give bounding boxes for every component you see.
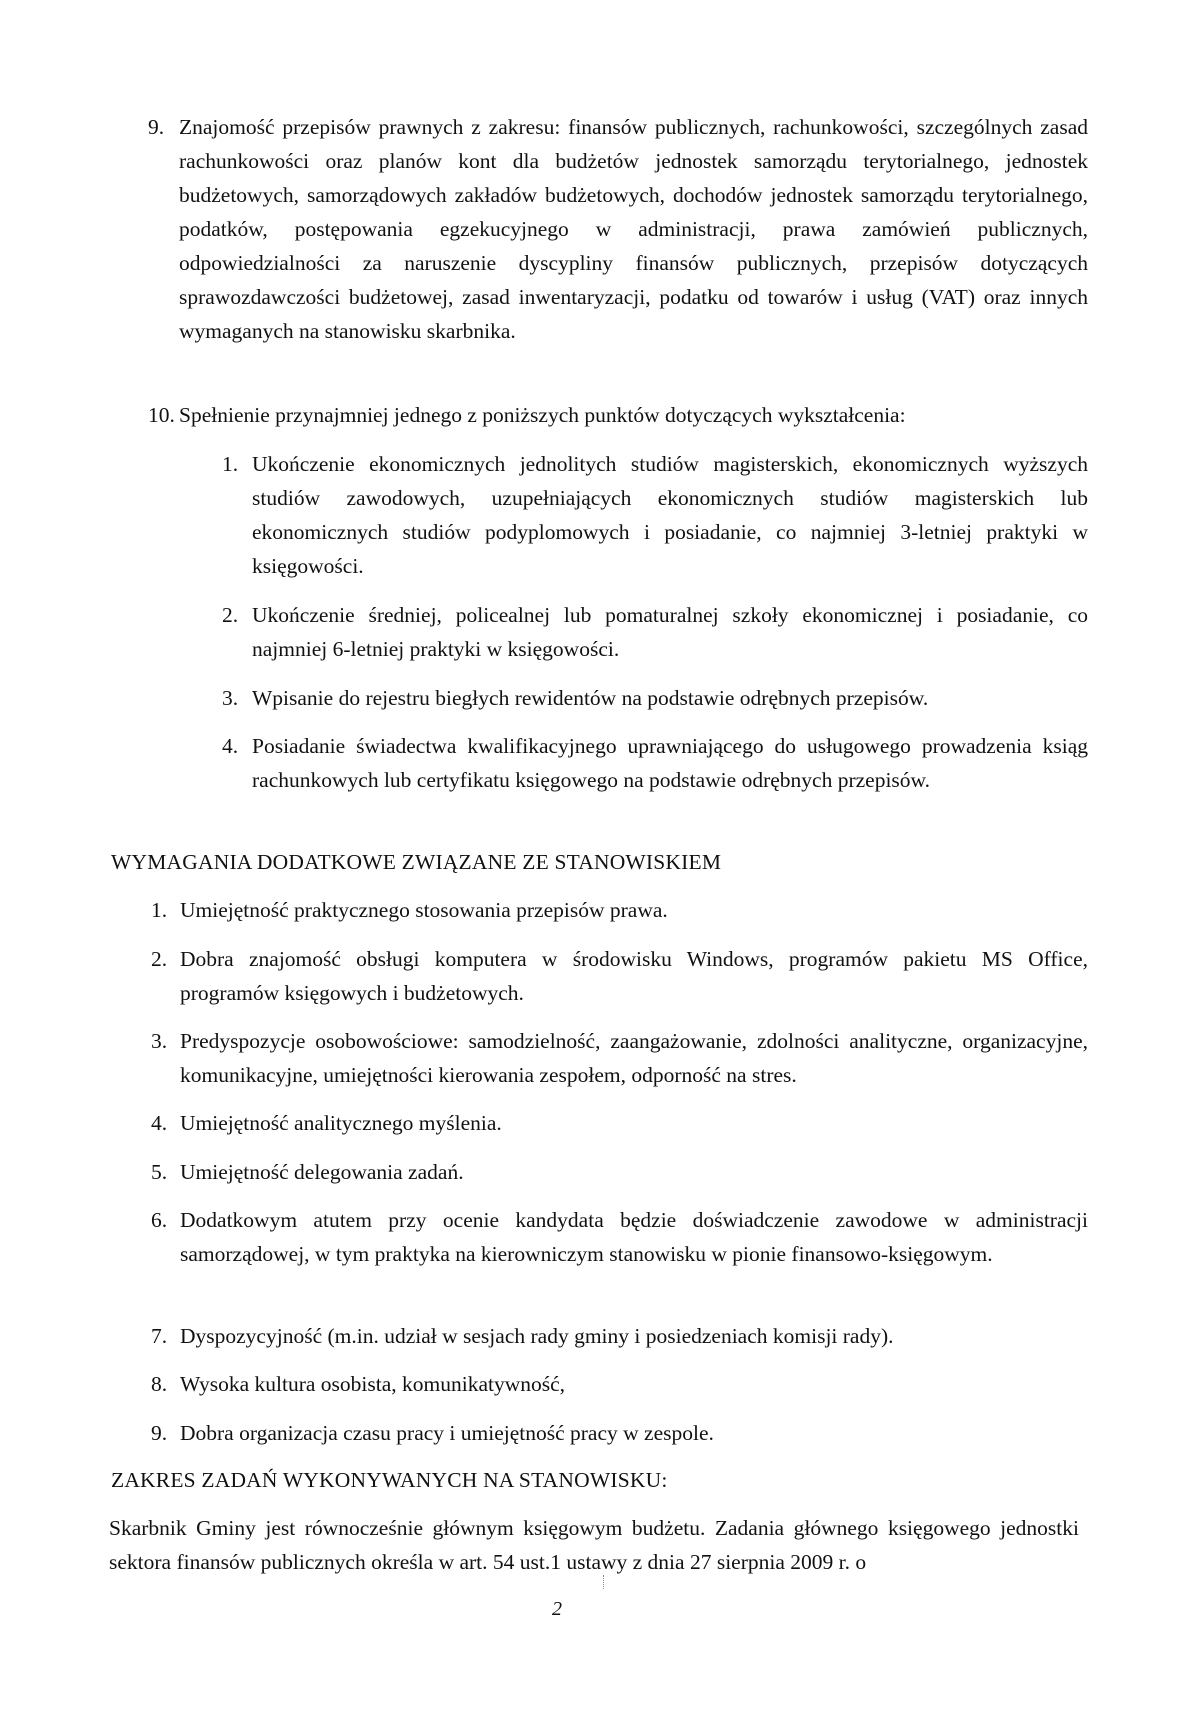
page-number: 2 — [552, 1598, 562, 1620]
requirement-item-4 — [151, 1106, 1088, 1140]
requirement-item-text: Wysoka kultura osobista, komunikatywność, — [180, 1372, 566, 1396]
sub-list-item-text: Ukończenie średniej, policealnej lub pomaturalnej szkoły ekonomicznej i posiadanie, co najmniej 6-letniej praktyki w księgowości. — [252, 603, 1088, 661]
requirement-item-8 — [151, 1367, 1088, 1401]
requirement-item-number: 7. — [151, 1324, 168, 1348]
sub-list-item-text: Posiadanie świadectwa kwalifikacyjnego uprawniającego do usługowego prowadzenia ksiąg rachunkowych lub certyfikatu księgowego na podstawie odrębnych przepisów. — [252, 734, 1088, 792]
list-item-9 — [148, 110, 1088, 348]
requirement-item-1 — [151, 893, 1088, 927]
section-heading-additional-requirements: WYMAGANIA DODATKOWE ZWIĄZANE ZE STANOWISKIEM — [111, 850, 722, 874]
requirement-item-text: Umiejętność delegowania zadań. — [180, 1160, 464, 1184]
sub-list-item-1 — [222, 447, 1088, 583]
list-item-10 — [148, 398, 1088, 432]
requirement-item-text: Dobra znajomość obsługi komputera w środowisku Windows, programów pakietu MS Office, programów księgowych i budżetowych. — [180, 947, 1088, 1005]
task-scope-paragraph: Skarbnik Gminy jest równocześnie głównym księgowym budżetu. Zadania głównego księgowego jednostki sektora finansów publicznych określa w art. 54 ust.1 ustawy z dnia 27 sierpnia 2009 r. o — [109, 1516, 1079, 1574]
requirement-item-number: 8. — [151, 1372, 168, 1396]
requirement-item-text: Dyspozycyjność (m.in. udział w sesjach rady gminy i posiedzeniach komisji rady). — [180, 1324, 894, 1348]
requirement-item-number: 3. — [151, 1029, 168, 1053]
requirement-item-number: 2. — [151, 947, 168, 971]
requirement-item-5 — [151, 1155, 1088, 1189]
scan-mark — [603, 1575, 606, 1589]
list-item-number: 9. — [148, 115, 165, 139]
sub-list-item-number: 1. — [222, 452, 239, 476]
list-item-text: Znajomość przepisów prawnych z zakresu: finansów publicznych, rachunkowości, szczególnych zasad rachunkowości oraz planów kont dla budżetów jednostek samorządu terytorialnego, jednostek budżetowych, samorządowych zakładów budżetowych, dochodów jednostek samorządu terytorialnego, podatków, postępowania egzekucyjnego w administracji, prawa zamówień publicznych, odpowiedzialności za naruszenie dyscypliny finansów publicznych, przepisów dotyczących sprawozdawczości budżetowej, zasad inwentaryzacji, podatku od towarów i usług (VAT) oraz innych wymaganych na stanowisku skarbnika. — [179, 115, 1088, 343]
sub-list-item-3 — [222, 681, 1088, 715]
requirement-item-number: 9. — [151, 1421, 168, 1445]
list-item-text: Spełnienie przynajmniej jednego z poniższych punktów dotyczących wykształcenia: — [179, 403, 906, 427]
requirement-item-text: Dobra organizacja czasu pracy i umiejętność pracy w zespole. — [180, 1421, 714, 1445]
requirement-item-7 — [151, 1319, 1088, 1353]
requirement-item-number: 4. — [151, 1111, 168, 1135]
requirement-item-6 — [151, 1203, 1088, 1271]
requirement-item-text: Dodatkowym atutem przy ocenie kandydata będzie doświadczenie zawodowe w administracji samorządowej, w tym praktyka na kierowniczym stanowisku w pionie finansowo-księgowym. — [180, 1208, 1088, 1266]
sub-list-item-number: 2. — [222, 603, 239, 627]
section-heading-task-scope: ZAKRES ZADAŃ WYKONYWANYCH NA STANOWISKU: — [111, 1468, 668, 1492]
list-item-number: 10. — [148, 403, 175, 427]
sub-list-item-number: 4. — [222, 734, 239, 758]
requirement-item-number: 6. — [151, 1208, 168, 1232]
sub-list-item-2 — [222, 598, 1088, 666]
sub-list-item-4 — [222, 729, 1088, 797]
requirement-item-text: Predyspozycje osobowościowe: samodzielność, zaangażowanie, zdolności analityczne, organizacyjne, komunikacyjne, umiejętności kierowania zespołem, odporność na stres. — [180, 1029, 1088, 1087]
requirement-item-3 — [151, 1024, 1088, 1092]
requirement-item-2 — [151, 942, 1088, 1010]
sub-list-item-number: 3. — [222, 686, 239, 710]
requirement-item-number: 1. — [151, 898, 168, 922]
sub-list-item-text: Wpisanie do rejestru biegłych rewidentów na podstawie odrębnych przepisów. — [252, 686, 929, 710]
requirement-item-9 — [151, 1416, 1088, 1450]
requirement-item-text: Umiejętność praktycznego stosowania przepisów prawa. — [180, 898, 668, 922]
sub-list-item-text: Ukończenie ekonomicznych jednolitych studiów magisterskich, ekonomicznych wyższych studiów zawodowych, uzupełniających ekonomicznych studiów magisterskich lub ekonomicznych studiów podyplomowych i posiadanie, co najmniej 3-letniej praktyki w księgowości. — [252, 452, 1088, 578]
requirement-item-text: Umiejętność analitycznego myślenia. — [180, 1111, 502, 1135]
requirement-item-number: 5. — [151, 1160, 168, 1184]
